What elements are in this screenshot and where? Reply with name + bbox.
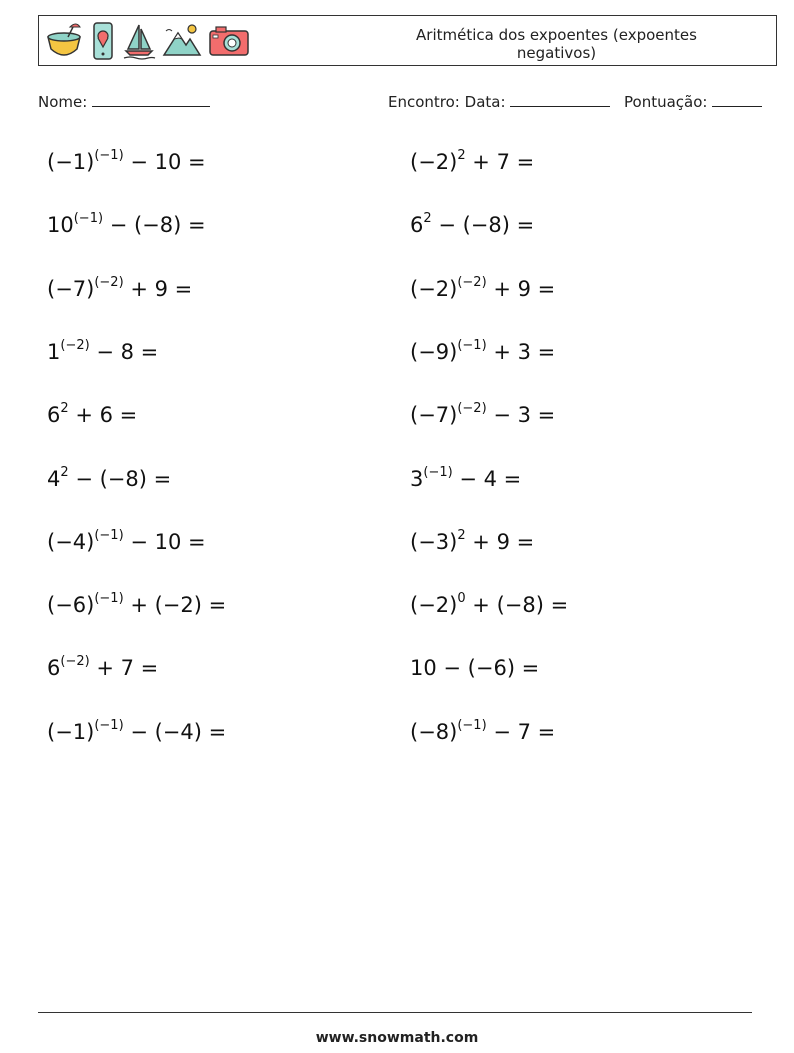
problem-base: 10 [47, 213, 74, 238]
name-label: Nome: [38, 93, 88, 111]
problem-exponent: 2 [423, 211, 432, 227]
problem-6 [410, 274, 556, 301]
problem-exponent: 0 [457, 591, 466, 607]
problem-rest: − 10 = [123, 529, 206, 554]
problem-1 [47, 150, 206, 174]
footer-url: www.snowmath.com [315, 1030, 479, 1046]
problem-18 [410, 656, 539, 680]
problem-15 [47, 593, 226, 617]
problem-base: 4 [47, 466, 61, 491]
name-blank [92, 92, 210, 107]
problem-16 [410, 593, 568, 617]
problem-rest: − (−8) = [68, 466, 172, 491]
problem-base: (−2) [410, 593, 458, 618]
problem-base: (−9) [410, 339, 458, 364]
problem-7 [47, 337, 159, 364]
problem-exponent: 2 [60, 401, 69, 417]
problem-rest: − 7 = [486, 719, 556, 744]
problem-rest: + 9 = [123, 276, 193, 301]
problem-exponent: (−1) [94, 527, 124, 543]
problem-13 [47, 527, 206, 554]
problem-base: 6 [410, 213, 424, 238]
problem-rest: + 9 = [465, 529, 535, 554]
problem-base: 3 [410, 466, 424, 491]
date-field [388, 92, 610, 111]
score-label: Pontuação: [624, 93, 708, 111]
problem-14 [410, 527, 535, 554]
problem-base: 10 − (−6) = [410, 656, 540, 681]
problem-base: (−7) [47, 276, 95, 301]
problem-exponent: 2 [457, 148, 466, 163]
problem-base: 6 [47, 656, 61, 681]
camera-icon [208, 21, 250, 61]
problem-exponent: (−2) [457, 401, 487, 417]
problem-3 [47, 213, 206, 237]
problem-exponent: (−1) [94, 717, 124, 733]
problem-exponent: (−2) [457, 274, 487, 290]
name-field [38, 92, 210, 111]
worksheet-header [38, 15, 777, 66]
problem-rest: + (−2) = [123, 593, 227, 618]
problem-8 [410, 337, 556, 364]
footer-divider [38, 1012, 752, 1013]
date-label: Data: [464, 93, 506, 111]
problem-rest: − (−8) = [103, 213, 206, 238]
problem-11 [47, 464, 172, 491]
problem-exponent: (−2) [60, 337, 90, 353]
problem-9 [47, 403, 137, 427]
problem-base: (−1) [47, 150, 95, 174]
phone-location-icon [90, 21, 116, 61]
problem-rest: + 6 = [68, 403, 138, 428]
problem-exponent: (−1) [94, 591, 124, 607]
problem-4 [410, 213, 534, 237]
problem-exponent: (−2) [94, 274, 124, 290]
problem-rest: + (−8) = [465, 593, 569, 618]
meeting-label: Encontro: [388, 93, 460, 111]
problem-rest: − 3 = [486, 403, 556, 428]
problem-exponent: (−2) [60, 654, 90, 670]
problem-base: (−2) [410, 150, 458, 174]
problem-base: (−2) [410, 276, 458, 301]
problem-rest: + 3 = [486, 339, 556, 364]
coconut-drink-icon [44, 21, 84, 61]
score-blank [712, 92, 762, 107]
problem-exponent: (−1) [73, 211, 104, 227]
worksheet-title: Aritmética dos expoentes (expoentes negativos) [416, 26, 697, 62]
problem-rest: + 9 = [486, 276, 556, 301]
problem-base: 6 [47, 403, 61, 428]
problem-rest: + 7 = [465, 150, 535, 174]
mountains-icon [162, 21, 202, 61]
problem-exponent: (−1) [457, 717, 487, 733]
problem-12 [410, 464, 522, 491]
problem-2 [410, 150, 534, 174]
problem-exponent: (−1) [94, 148, 124, 163]
problem-base: (−7) [410, 403, 458, 428]
problem-rest: + 7 = [89, 656, 159, 681]
sailboat-icon [122, 21, 156, 61]
problem-base: (−6) [47, 593, 95, 618]
score-field [624, 92, 762, 111]
problem-exponent: (−1) [457, 337, 487, 353]
problem-exponent: 2 [60, 464, 69, 480]
date-blank [510, 92, 610, 107]
problem-base: 1 [47, 339, 61, 364]
problem-17 [47, 656, 158, 680]
header-icons [44, 21, 250, 61]
problem-base: (−8) [410, 719, 458, 744]
problem-rest: − (−8) = [431, 213, 535, 238]
problem-10 [410, 403, 555, 427]
problem-rest: − 8 = [89, 339, 159, 364]
problem-base: (−1) [47, 719, 95, 744]
problem-rest: − 10 = [123, 150, 206, 174]
problem-base: (−4) [47, 529, 95, 554]
problem-19 [47, 717, 227, 744]
problem-rest: − 4 = [452, 466, 522, 491]
problem-base: (−3) [410, 529, 458, 554]
problem-5 [47, 274, 193, 301]
problem-exponent: (−1) [423, 464, 453, 480]
problem-20 [410, 717, 556, 744]
problem-exponent: 2 [457, 527, 466, 543]
problem-rest: − (−4) = [123, 719, 227, 744]
